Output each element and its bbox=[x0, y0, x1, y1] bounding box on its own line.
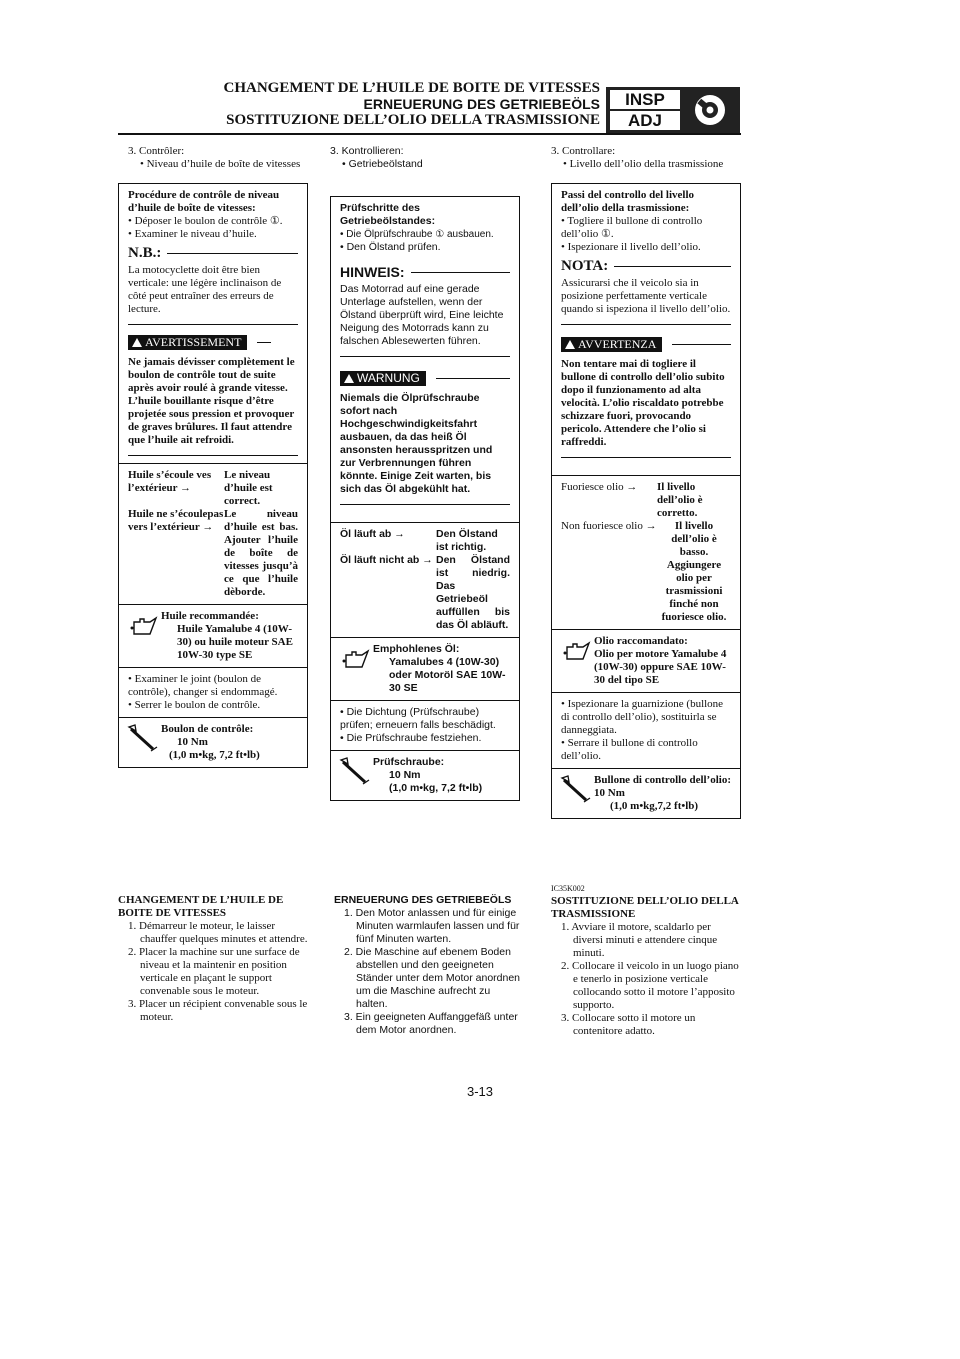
de-step3-title: 3. Kontrollieren: bbox=[330, 145, 404, 157]
warning-triangle-icon bbox=[344, 374, 354, 383]
column-fr bbox=[118, 145, 308, 768]
it-step3-item: • Livello dell’olio della trasmissione bbox=[563, 158, 724, 170]
de-warning-text: Niemals die Ölprüfschraube sofort nach Hochgeschwindigkeitsfahrt ausbauen, da das heiß Öl ansonsten herausspritzen und zur Verbrennungen führen könnte. Einige Zeit warten, bis sich das Öl abgekühlt hat. bbox=[340, 392, 493, 495]
it-section-title: SOSTITUZIONE DELL’OLIO DELLA TRASMISSIONE bbox=[551, 895, 739, 920]
it-step-1: 1. Avviare il motore, scaldarlo per diversi minuti e attendere cinque minuti. bbox=[561, 921, 718, 959]
de-step-2: 2. Die Maschine auf ebenem Boden abstellen und den geeigneten Ständer unter dem Motor anordnen um die Maschine aufrecht zu halten. bbox=[344, 946, 521, 1010]
badge-adj: ADJ bbox=[610, 111, 680, 130]
fr-oil-title: Huile recommandée: bbox=[161, 610, 259, 622]
header-title-it: SOSTITUZIONE DELL’OLIO DELLA TRASMISSIONE bbox=[226, 112, 600, 128]
fr-torque-val: 10 Nm bbox=[177, 736, 208, 748]
de-proc-title: Prüfschritte des Getriebeölstandes: bbox=[340, 202, 436, 227]
fr-step-1: 1. Démarreur le moteur, le laisser chauffer quelques minutes et attendre. bbox=[128, 920, 308, 945]
de-cond-1: Öl läuft ab → bbox=[340, 528, 405, 540]
fr-step3-item: • Niveau d’huile de boîte de vitesses bbox=[140, 158, 301, 170]
it-warning-label: AVVERTENZA bbox=[561, 337, 662, 352]
oil-can-icon bbox=[125, 610, 161, 640]
torque-wrench-icon bbox=[558, 774, 594, 806]
de-step3-item: • Getriebeölstand bbox=[342, 158, 423, 170]
fr-check-b2: • Serrer le boulon de contrôle. bbox=[128, 699, 261, 711]
it-result-1: Il livello dell’olio è corretto. bbox=[657, 481, 703, 519]
fr-torque-conv: (1,0 m•kg, 7,2 ft•lb) bbox=[169, 749, 260, 761]
torque-wrench-icon bbox=[125, 723, 161, 755]
fr-step3-title: 3. Contrôler: bbox=[128, 145, 185, 157]
de-step-3: 3. Ein geeigneten Auffanggefäß unter dem Motor anordnen. bbox=[344, 1011, 518, 1036]
fr-warning-text: Ne jamais dévisser complètement le boulon de contrôle tout de suite après avoir roulé à grande vitesse. L’huile bouillante risque d’être projetée sous pression et provoquer de graves brûlures. Il faut attendre que l’huile ait refroidi. bbox=[128, 356, 295, 446]
de-result-table bbox=[340, 528, 510, 632]
section-badge bbox=[606, 87, 740, 133]
de-result-2: Den Ölstand ist niedrig. Das Getriebeöl auffüllen bis das Öl abläuft. bbox=[436, 554, 510, 631]
it-torque-conv: (1,0 m•kg,7,2 ft•lb) bbox=[610, 800, 699, 812]
it-step-3: 3. Collocare sotto il motore un contenitore adatto. bbox=[561, 1012, 696, 1037]
de-step-1: 1. Den Motor anlassen und für einige Minuten warmlaufen lassen und für fünf Minuten warten. bbox=[344, 907, 520, 945]
it-oil-title: Olio raccomandato: bbox=[594, 635, 688, 647]
header-title-de: ERNEUERUNG DES GETRIEBEÖLS bbox=[363, 96, 600, 112]
de-section-title: ERNEUERUNG DES GETRIEBEÖLS bbox=[334, 894, 512, 906]
header-title-fr: CHANGEMENT DE L’HUILE DE BOITE DE VITESSES bbox=[223, 80, 600, 96]
de-warning-label: WARNUNG bbox=[340, 371, 426, 386]
fr-proc-title: Procédure de contrôle de niveau d’huile de boîte de vitesses: bbox=[128, 189, 280, 214]
it-torque-title: Bullone di controllo dell’olio: 10 Nm bbox=[594, 774, 732, 799]
de-nb-text: Das Motorrad auf eine gerade Unterlage aufstellen, wenn der Ölstand überprüft wird, Eine leichte Neigung des Motorrads kann zu falschen Ablesewerten führen. bbox=[340, 283, 504, 347]
de-check-b2: • Die Prüfschraube festziehen. bbox=[340, 732, 482, 744]
de-proc-b2: • Den Ölstand prüfen. bbox=[340, 241, 441, 253]
it-proc-b1: • Togliere il bullone di controllo dell’olio ①. bbox=[561, 215, 703, 240]
warning-triangle-icon bbox=[565, 340, 575, 349]
fr-proc-b2: • Examiner le niveau d’huile. bbox=[128, 228, 257, 240]
it-procedure-box bbox=[551, 183, 741, 819]
de-procedure-box bbox=[330, 196, 520, 801]
fr-result-1: Le niveau d’huile est correct. bbox=[224, 469, 273, 507]
de-proc-b1: • Die Ölprüfschraube ① ausbauen. bbox=[340, 229, 494, 240]
de-check-b1: • Die Dichtung (Prüfschraube) prüfen; erneuern falls beschädigt. bbox=[340, 706, 496, 731]
de-oil-text: Yamalubes 4 (10W-30) oder Motoröl SAE 10W-30 SE bbox=[389, 656, 506, 694]
de-nb-label: HINWEIS: bbox=[340, 264, 405, 280]
it-oil-text: Olio per motore Yamalube 4 (10W-30) oppure SAE 10W-30 del tipo SE bbox=[594, 648, 727, 686]
it-nb-label: NOTA: bbox=[561, 258, 609, 274]
fr-proc-b1: • Déposer le boulon de contrôle ①. bbox=[128, 215, 283, 227]
column-it bbox=[551, 145, 741, 819]
fr-cond-1: Huile s’écoule ves l’extérieur → bbox=[128, 469, 212, 494]
oil-can-icon bbox=[337, 643, 373, 673]
it-section bbox=[551, 882, 741, 1038]
fr-torque-title: Boulon de contrôle: bbox=[161, 723, 254, 735]
it-step3-title: 3. Controllare: bbox=[551, 145, 616, 157]
it-proc-title: Passi del controllo del livello dell’olio della trasmissione: bbox=[561, 189, 695, 214]
it-cond-1: Fuoriesce olio → bbox=[561, 481, 638, 493]
it-cond-2: Non fuoriesce olio → bbox=[561, 520, 657, 532]
it-warning-text: Non tentare mai di togliere il bullone di controllo dell’olio subito dopo il funzionamento ad alta velocità. L’olio riscaldato potrebbe schizzare fuori, provocando pericolo. Attendere che l’olio si raffreddi. bbox=[561, 358, 725, 448]
it-result-table bbox=[561, 481, 731, 624]
de-oil-title: Emphohlenes Öl: bbox=[373, 643, 460, 655]
wrench-and-socket-icon bbox=[690, 91, 730, 129]
fr-procedure-box bbox=[118, 183, 308, 768]
fr-result-2: Le niveau d’huile est bas. Ajouter l’huile de boîte de vitesses jusqu’à ce que l’huile dèborde. bbox=[224, 508, 298, 598]
page-number: 3-13 bbox=[466, 1084, 494, 1099]
it-check-b2: • Serrare il bullone di controllo dell’olio. bbox=[561, 737, 698, 762]
column-de bbox=[330, 145, 520, 801]
de-torque-title: Prüfschraube: bbox=[373, 756, 445, 768]
fr-cond-2: Huile ne s’écoulepas vers l’extérieur → bbox=[128, 508, 224, 533]
fr-step-2: 2. Placer la machine sur une surface de niveau et la maintenir en position verticale en plaçant le support convenable sous le moteur. bbox=[128, 946, 300, 997]
de-torque-conv: (1,0 m•kg, 7,2 ft•lb) bbox=[389, 782, 483, 794]
fr-section-title: CHANGEMENT DE L’HUILE DE BOITE DE VITESSES bbox=[118, 894, 284, 919]
de-cond-2: Öl läuft nicht ab → bbox=[340, 554, 433, 566]
fr-result-table bbox=[128, 469, 298, 599]
fr-nb-text: La motocyclette doit être bien verticale: une légère inclinaison de côté peut entraîner des erreurs de lecture. bbox=[128, 264, 282, 315]
fr-warning-label: AVERTISSEMENT bbox=[128, 335, 247, 350]
oil-can-icon bbox=[558, 635, 594, 665]
fr-oil-text: Huile Yamalube 4 (10W-30) ou huile moteur SAE 10W-30 type SE bbox=[177, 623, 293, 661]
it-proc-b2: • Ispezionare il livello dell’olio. bbox=[561, 241, 701, 253]
de-section bbox=[334, 894, 524, 1037]
warning-triangle-icon bbox=[132, 338, 142, 347]
torque-wrench-icon bbox=[337, 756, 373, 788]
header-rule bbox=[118, 133, 741, 135]
it-nb-text: Assicurarsi che il veicolo sia in posizione perfettamente verticale quando si ispeziona il livello dell’olio. bbox=[561, 277, 731, 315]
fr-check-b1: • Examiner le joint (boulon de contrôle), changer si endommagé. bbox=[128, 673, 278, 698]
it-ref-code: IC35K002 bbox=[551, 884, 585, 893]
badge-insp: INSP bbox=[610, 90, 680, 109]
de-result-1: Den Ölstand ist richtig. bbox=[436, 528, 498, 553]
it-step-2: 2. Collocare il veicolo in un luogo piano e tenerlo in posizione verticale collocando sotto il motore l’apposito supporto. bbox=[561, 960, 739, 1011]
de-torque-val: 10 Nm bbox=[389, 769, 421, 781]
fr-section bbox=[118, 894, 308, 1024]
it-result-2: Il livello dell’olio è basso. Aggiungere olio per trasmissioni finché non fuoriesce olio. bbox=[661, 520, 727, 623]
fr-step-3: 3. Placer un récipient convenable sous le moteur. bbox=[128, 998, 308, 1023]
fr-nb-label: N.B.: bbox=[128, 245, 162, 261]
it-check-b1: • Ispezionare la guarnizione (bullone di controllo dell’olio), sostituirla se danneggiata. bbox=[561, 698, 724, 736]
